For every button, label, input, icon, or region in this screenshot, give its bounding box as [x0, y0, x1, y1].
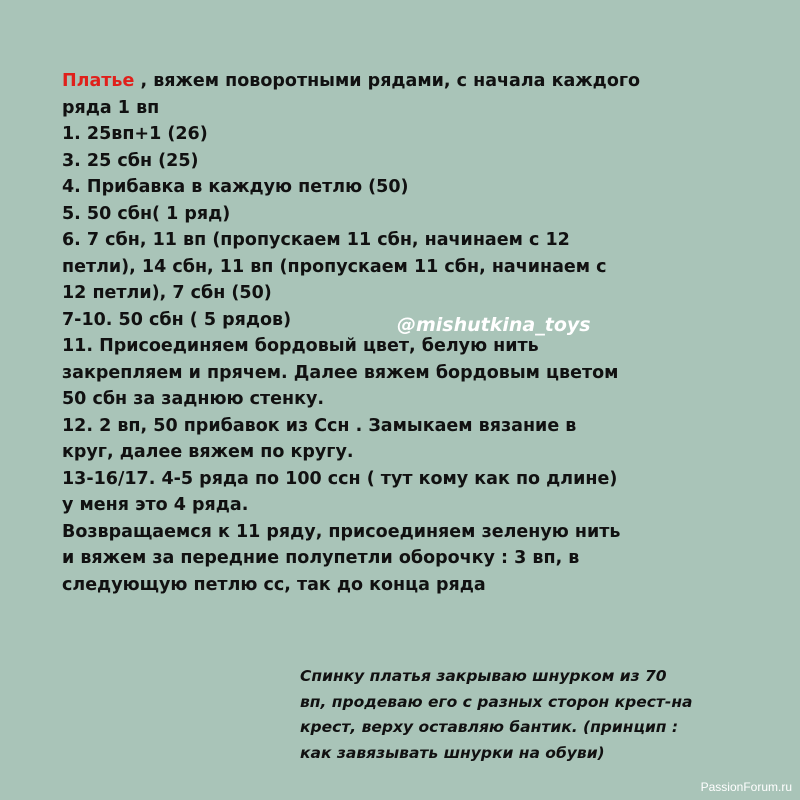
instruction-line: 12 петли), 7 сбн (50) [62, 283, 272, 303]
instruction-line: и вяжем за передние полупетли оборочку : 3 вп, в [62, 548, 580, 568]
instruction-line: 5. 50 сбн( 1 ряд) [62, 203, 231, 224]
instruction-line: Возвращаемся к 11 ряду, присоединяем зеленую нить [62, 521, 621, 542]
instruction-line: 7-10. 50 сбн ( 5 рядов) [62, 309, 292, 330]
instruction-line: 12. 2 вп, 50 прибавок из Ссн . Замыкаем вязание в [62, 415, 577, 436]
note-line: Спинку платья закрываю шнурком из 70 [300, 667, 667, 685]
title-word: Платье [62, 71, 135, 91]
instruction-line: следующую петлю сс, так до конца ряда [62, 574, 486, 595]
instruction-line: 11. Присоединяем бордовый цвет, белую нить [62, 336, 539, 356]
instruction-line: у меня это 4 ряда. [62, 495, 249, 515]
author-handle: @mishutkina_toys [397, 314, 591, 336]
instruction-line: ряда 1 вп [62, 97, 160, 118]
instruction-line: 4. Прибавка в каждую петлю (50) [62, 177, 409, 197]
title-line [62, 68, 742, 95]
title-rest: , вяжем поворотными рядами, с начала каждого [134, 71, 641, 91]
instruction-line: петли), 14 сбн, 11 вп (пропускаем 11 сбн, начинаем с [62, 256, 607, 277]
note-line: вп, продеваю его с разных сторон крест-на [300, 692, 693, 711]
instruction-line: 13-16/17. 4-5 ряда по 100 ссн ( тут кому как по длине) [62, 468, 618, 489]
note-block [300, 664, 740, 766]
instruction-line: 50 сбн за заднюю стенку. [62, 389, 325, 409]
instruction-line: 3. 25 сбн (25) [62, 150, 199, 171]
instruction-line: закрепляем и прячем. Далее вяжем бордовым цветом [62, 362, 619, 383]
site-watermark: PassionForum.ru [700, 780, 792, 794]
note-line: как завязывать шнурки на обуви) [300, 743, 605, 762]
instruction-line: 6. 7 сбн, 11 вп (пропускаем 11 сбн, начинаем с 12 [62, 230, 570, 250]
instruction-line: круг, далее вяжем по кругу. [62, 442, 354, 462]
note-line: крест, верху оставляю бантик. (принцип : [300, 718, 679, 736]
instruction-line: 1. 25вп+1 (26) [62, 124, 208, 144]
